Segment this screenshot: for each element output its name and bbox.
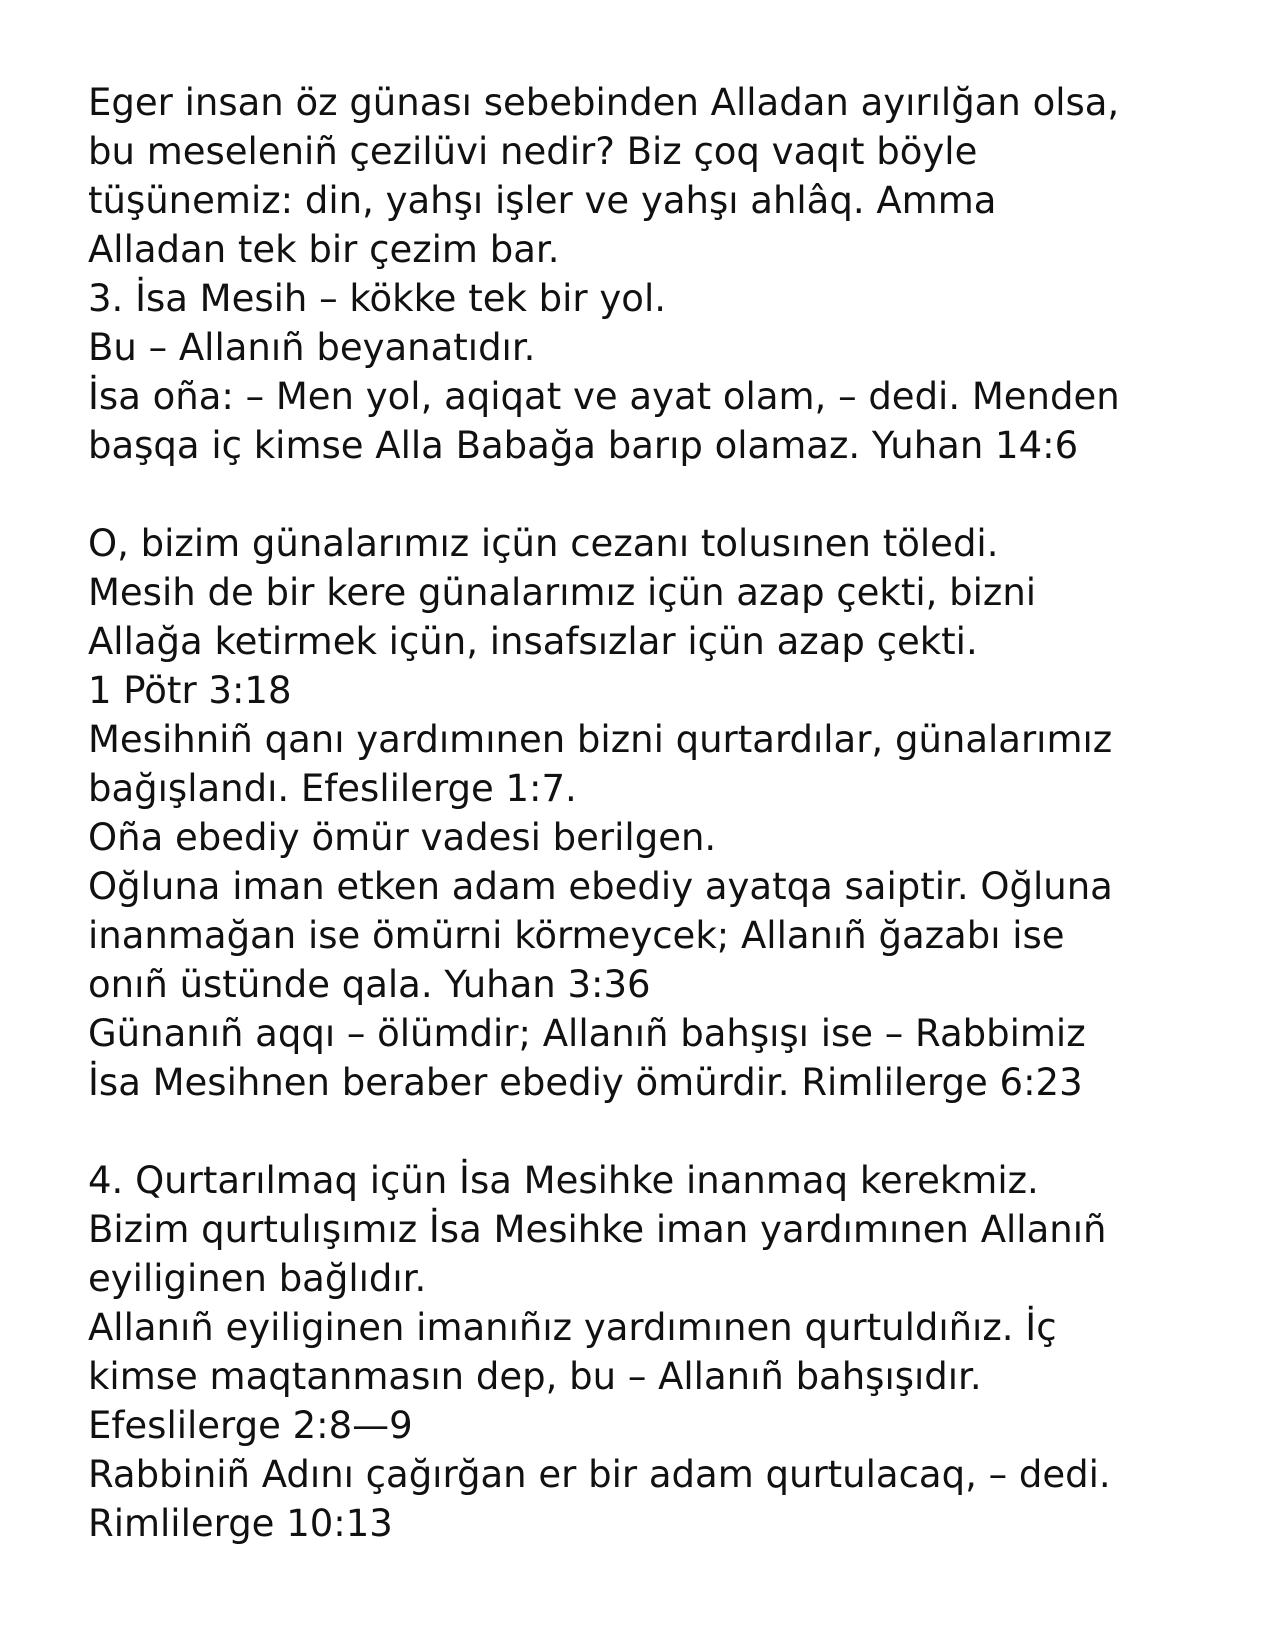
text-line: Allanıñ eyiliginen imanıñız yardımınen qurtuldıñız. İç (88, 1306, 1057, 1349)
paragraph-gap (88, 470, 1208, 519)
text-line: Rabbiniñ Adını çağırğan er bir adam qurtulacaq, – dedi. (88, 1453, 1111, 1496)
text-line: O, bizim günalarımız içün cezanı tolusınen töledi. (88, 522, 999, 565)
text-line: Allağa ketirmek içün, insafsızlar içün azap çekti. (88, 620, 978, 663)
paragraph-gap (88, 1107, 1208, 1156)
text-line: Bu – Allanıñ beyanatıdır. (88, 326, 536, 369)
text-line: Oğluna iman etken adam ebediy ayatqa saiptir. Oğluna (88, 865, 1113, 908)
text-line: Bizim qurtulışımız İsa Mesihke iman yardımınen Allanıñ (88, 1208, 1107, 1251)
text-line: Mesih de bir kere günalarımız içün azap çekti, bizni (88, 571, 1037, 614)
document-page (88, 78, 1208, 1548)
text-line: Günanıñ aqqı – ölümdir; Allanıñ bahşışı ise – Rabbimiz (88, 1012, 1086, 1055)
text-line: Alladan tek bir çezim bar. (88, 228, 560, 271)
text-line: başqa iç kimse Alla Babağa barıp olamaz. Yuhan 14:6 (88, 424, 1079, 467)
text-line: İsa oña: – Men yol, aqiqat ve ayat olam, – dedi. Menden (88, 375, 1120, 418)
text-line: 1 Pötr 3:18 (88, 669, 292, 712)
text-line: kimse maqtanmasın dep, bu – Allanıñ bahşışıdır. (88, 1355, 982, 1398)
text-line: onıñ üstünde qala. Yuhan 3:36 (88, 963, 651, 1006)
section-heading: 3. İsa Mesih – kökke tek bir yol. (88, 277, 666, 320)
text-line: Efeslilerge 2:8—9 (88, 1404, 413, 1447)
text-line: eyiliginen bağlıdır. (88, 1257, 427, 1300)
section-heading: 4. Qurtarılmaq içün İsa Mesihke inanmaq kerekmiz. (88, 1159, 1039, 1202)
text-line: bağışlandı. Efeslilerge 1:7. (88, 767, 577, 810)
text-line: Oña ebediy ömür vadesi berilgen. (88, 816, 717, 859)
text-line: İsa Mesihnen beraber ebediy ömürdir. Rimlilerge 6:23 (88, 1061, 1083, 1104)
text-line: Mesihniñ qanı yardımınen bizni qurtardılar, günalarımız (88, 718, 1113, 761)
text-line: inanmağan ise ömürni körmeycek; Allanıñ ğazabı ise (88, 914, 1065, 957)
text-line: tüşünemiz: din, yahşı işler ve yahşı ahlâq. Amma (88, 179, 997, 222)
text-line: bu meseleniñ çezilüvi nedir? Biz çoq vaqıt böyle (88, 130, 978, 173)
text-line: Eger insan öz günası sebebinden Alladan ayırılğan olsa, (88, 81, 1120, 124)
text-line: Rimlilerge 10:13 (88, 1502, 393, 1545)
